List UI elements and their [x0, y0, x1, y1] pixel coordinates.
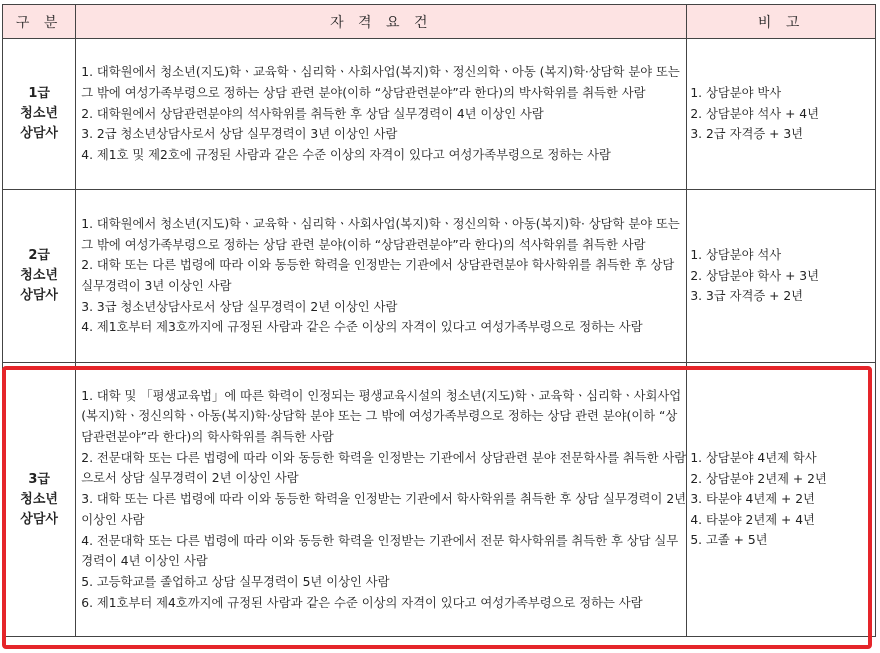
note-cell	[687, 39, 876, 190]
requirement-cell	[76, 190, 687, 363]
requirement-item: 1. 대학원에서 청소년(지도)학ㆍ교육학ㆍ심리학ㆍ사회사업(복지)학ㆍ정신의학ㆍ아동 (복지)학·상담학 분야 또는 그 밖에 여성가족부령으로 정하는 상담 관련 분야(이하 “상담관련분야”라 한다)의 박사학위를 취득한 사람	[81, 65, 680, 100]
note-item: 2. 상담분야 학사 + 3년	[690, 268, 819, 283]
grade-cell: 3급 청소년 상담사	[3, 363, 76, 637]
note-cell	[687, 363, 876, 637]
requirement-cell	[76, 39, 687, 190]
grade-cell: 1급 청소년 상담사	[3, 39, 76, 190]
table-row	[3, 39, 876, 190]
table-header-row	[3, 5, 876, 39]
requirement-item: 3. 2급 청소년상담사로서 상담 실무경력이 3년 이상인 사람	[81, 127, 398, 142]
table-row	[3, 363, 876, 637]
note-cell	[687, 190, 876, 363]
requirement-item: 4. 제1호 및 제2호에 규정된 사람과 같은 수준 이상의 자격이 있다고 여성가족부령으로 정하는 사람	[81, 148, 611, 163]
requirement-item: 4. 제1호부터 제3호까지에 규정된 사람과 같은 수준 이상의 자격이 있다고 여성가족부령으로 정하는 사람	[81, 320, 643, 335]
note-item: 3. 2급 자격증 + 3년	[690, 127, 804, 142]
requirement-item: 2. 대학 또는 다른 법령에 따라 이와 동등한 학력을 인정받는 기관에서 상담관련분야 학사학위를 취득한 후 상담 실무경력이 3년 이상인 사람	[81, 258, 675, 293]
header-requirement: 자 격 요 건	[76, 5, 687, 39]
requirement-item: 4. 전문대학 또는 다른 법령에 따라 이와 동등한 학력을 인정받는 기관에서 전문 학사학위를 취득한 후 상담 실무경력이 4년 이상인 사람	[81, 533, 679, 569]
note-item: 2. 상담분야 2년제 + 2년	[690, 471, 827, 486]
requirement-item: 6. 제1호부터 제4호까지에 규정된 사람과 같은 수준 이상의 자격이 있다고 여성가족부령으로 정하는 사람	[81, 595, 643, 610]
header-note: 비 고	[687, 5, 876, 39]
note-item: 1. 상담분야 석사	[690, 248, 782, 263]
note-item: 1. 상담분야 박사	[690, 86, 782, 101]
requirement-item: 3. 3급 청소년상담사로서 상담 실무경력이 2년 이상인 사람	[81, 299, 398, 314]
note-item: 3. 3급 자격증 + 2년	[690, 289, 804, 304]
note-item: 5. 고졸 + 5년	[690, 533, 768, 548]
note-item: 4. 타분야 2년제 + 4년	[690, 512, 815, 527]
grade-cell: 2급 청소년 상담사	[3, 190, 76, 363]
qualification-table	[2, 4, 876, 637]
note-item: 1. 상담분야 4년제 학사	[690, 451, 817, 466]
requirement-item: 2. 전문대학 또는 다른 법령에 따라 이와 동등한 학력을 인정받는 기관에서 상담관련 분야 전문학사를 취득한 사람으로서 상담 실무경력이 2년 이상인 사람	[81, 450, 687, 486]
requirement-cell	[76, 363, 687, 637]
requirement-item: 1. 대학 및 「평생교육법」에 따른 학력이 인정되는 평생교육시설의 청소년(지도)학ㆍ교육학ㆍ심리학ㆍ사회사업(복지)학ㆍ정신의학ㆍ아동(복지)학·상담학 분야 또는 그 밖에 여성가족부령으로 정하는 상담 관련 분야(이하 “상담관련분야”라 한다)의 학사학위를 취득한 사람	[81, 388, 682, 445]
requirement-item: 3. 대학 또는 다른 법령에 따라 이와 동등한 학력을 인정받는 기관에서 학사학위를 취득한 후 상담 실무경력이 2년 이상인 사람	[81, 492, 687, 527]
requirement-item: 2. 대학원에서 상담관련분야의 석사학위를 취득한 후 상담 실무경력이 4년 이상인 사람	[81, 106, 544, 121]
note-item: 3. 타분야 4년제 + 2년	[690, 492, 815, 507]
table-row	[3, 190, 876, 363]
note-item: 2. 상담분야 석사 + 4년	[690, 106, 819, 121]
header-category: 구 분	[3, 5, 76, 39]
requirement-item: 1. 대학원에서 청소년(지도)학ㆍ교육학ㆍ심리학ㆍ사회사업(복지)학ㆍ정신의학ㆍ아동(복지)학· 상담학 분야 또는 그 밖에 여성가족부령으로 정하는 상담 관련 분야(이하 “상담관련분야”라 한다)의 석사학위를 취득한 사람	[81, 216, 680, 252]
requirement-item: 5. 고등학교를 졸업하고 상담 실무경력이 5년 이상인 사람	[81, 574, 390, 589]
